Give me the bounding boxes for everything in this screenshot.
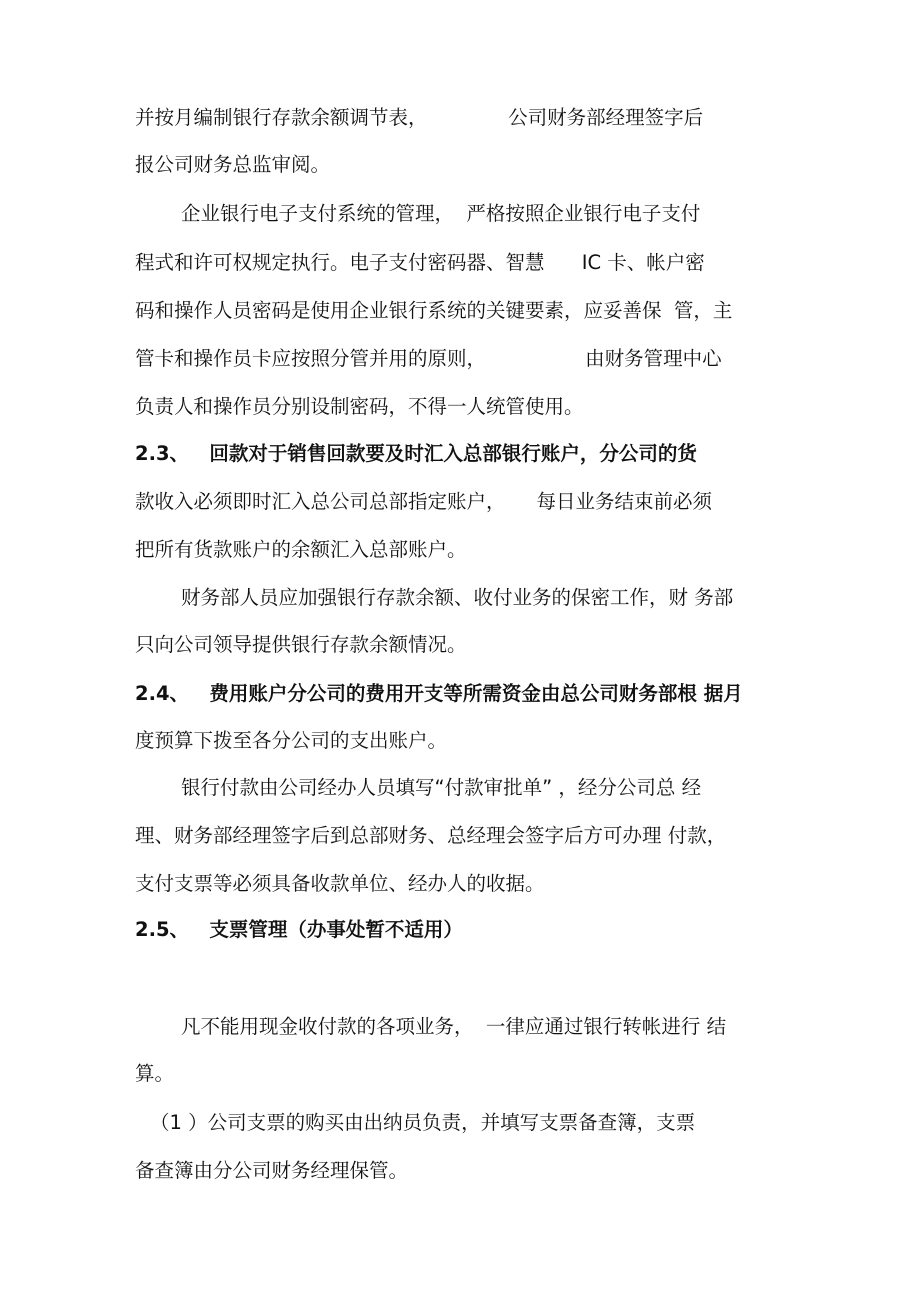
text-line-17: 支付支票等必须具备收款单位、经办人的收据。: [135, 872, 545, 895]
text-line-4: 程式和许可权规定执行。电子支付密码器、智慧 IC 卡、帐户密: [135, 251, 705, 274]
text-line-7: 负责人和操作员分别设制密码，不得一人统管使用。: [135, 395, 584, 418]
text-line-6: 管卡和操作员卡应按照分管并用的原则， 由财务管理中心: [135, 347, 722, 370]
text-line-22: 备查簿由分公司财务经理保管。: [135, 1159, 409, 1182]
text-line-5: 码和操作人员密码是使用企业银行系统的关键要素，应妥善保 管，主: [135, 299, 733, 322]
text-line-1: 并按月编制银行存款余额调节表， 公司财务部经理签字后: [135, 106, 704, 129]
text-line-2: 报公司财务总监审阅。: [135, 153, 331, 176]
text-line-10: 把所有货款账户的余额汇入总部账户。: [135, 538, 467, 561]
text-line-9: 款收入必须即时汇入总公司总部指定账户， 每日业务结束前必须: [135, 490, 712, 513]
text-line-12: 只向公司领导提供银行存款余额情况。: [135, 633, 467, 656]
text-line-16: 理、财务部经理签字后到总部财务、总经理会签字后方可办理 付款，: [135, 824, 727, 847]
section-2-4: 2.4、 费用账户分公司的费用开支等所需资金由总公司财务部根 据月: [135, 682, 743, 705]
text-line-15: 银行付款由公司经办人员填写“付款审批单” ，经分公司总 经: [181, 776, 702, 799]
list-item-1: （1 ）公司支票的购买由出纳员负责，并填写支票备查簿，支票: [150, 1111, 696, 1134]
section-2-5: 2.5、 支票管理（办事处暂不适用）: [135, 918, 463, 941]
text-line-19: 凡不能用现金收付款的各项业务， 一律应通过银行转帐进行 结: [181, 1015, 727, 1038]
section-2-3: 2.3、 回款对于销售回款要及时汇入总部银行账户，分公司的货: [135, 442, 697, 465]
text-line-3: 企业银行电子支付系统的管理， 严格按照企业银行电子支付: [181, 202, 701, 225]
text-line-14: 度预算下拨至各分公司的支出账户。: [135, 729, 448, 752]
text-line-11: 财务部人员应加强银行存款余额、收付业务的保密工作，财 务部: [181, 586, 734, 609]
text-line-20: 算。: [135, 1062, 175, 1085]
